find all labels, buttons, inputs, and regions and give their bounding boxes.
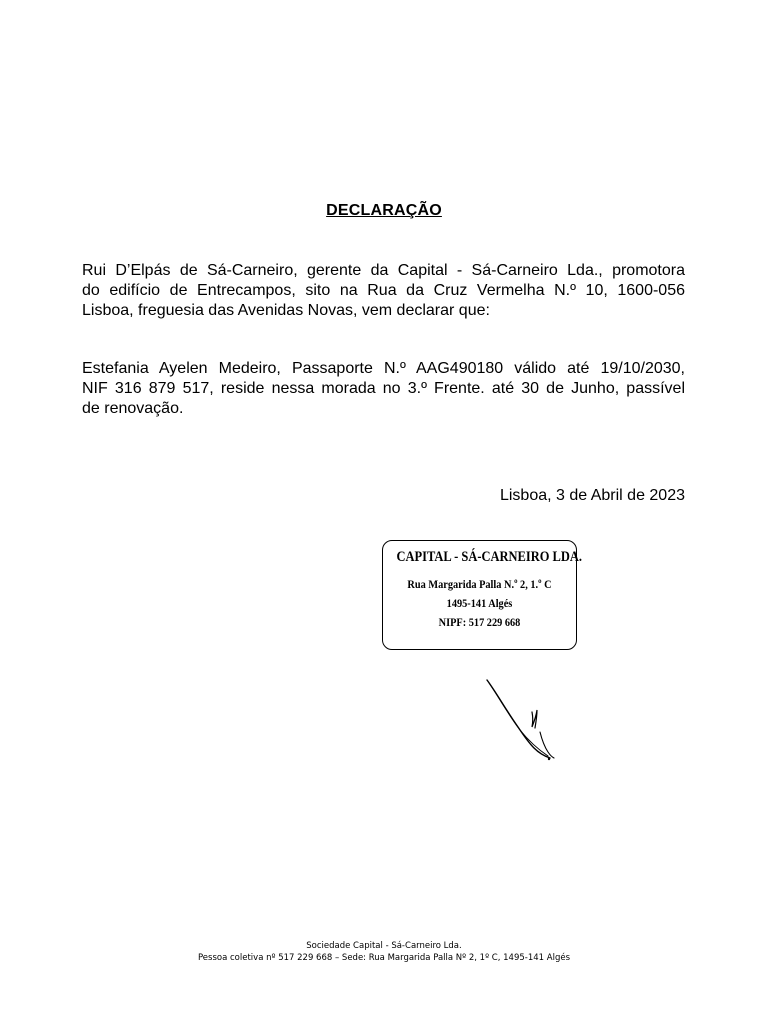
intro-line: Lisboa, freguesia das Avenidas Novas, vem declarar que: [82,302,490,319]
intro-line: do edifício de Entrecampos, sito na Rua da Cruz Vermelha N.º 10, 1600-056 [82,282,685,299]
place-date: Lisboa, 3 de Abril de 2023 [499,487,685,504]
intro-line: Rui D’Elpás de Sá-Carneiro, gerente da Capital - Sá-Carneiro Lda., promotora [82,262,685,279]
declaration-line: NIF 316 879 517, reside nessa morada no 3.º Frente. até 30 de Junho, passível [82,380,685,397]
stamp-postal: 1495-141 Algés [446,596,513,610]
footer-company: Sociedade Capital - Sá-Carneiro Lda. [306,941,462,951]
stamp-address: Rua Margarida Palla N.º 2, 1.º C [407,577,552,591]
declaration-line: Estefania Ayelen Medeiro, Passaporte N.º AAG490180 válido até 19/10/2030, [82,360,685,377]
declaration-paragraph [82,359,685,419]
stamp-company-name: CAPITAL - SÁ-CARNEIRO LDA. [396,549,582,565]
declaration-line: de renovação. [82,400,184,417]
page-footer [0,940,768,964]
document-title: DECLARAÇÃO [326,202,442,219]
stamp-nipf: NIPF: 517 229 668 [438,615,521,629]
intro-paragraph [82,261,685,321]
footer-details: Pessoa coletiva nº 517 229 668 – Sede: Rua Margarida Palla Nº 2, 1º C, 1495-141 Algés [197,953,570,963]
signature-icon [478,672,568,767]
company-stamp [382,540,582,650]
